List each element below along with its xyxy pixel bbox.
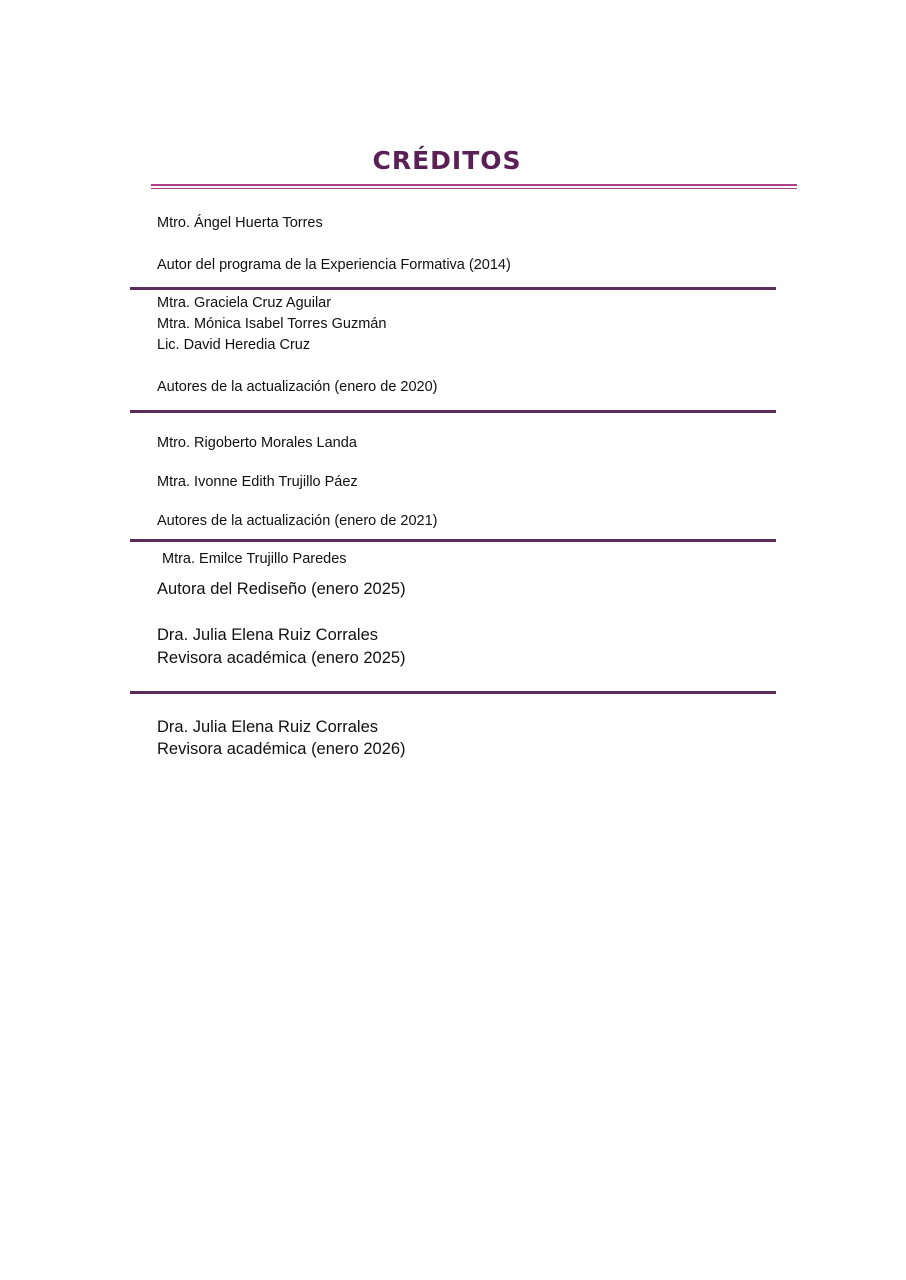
credit-role: Autores de la actualización (enero de 2021)	[157, 513, 438, 529]
reviewer-role: Revisora académica (enero 2025)	[157, 649, 406, 667]
section-divider	[130, 539, 776, 542]
credit-name: Mtro. Rigoberto Morales Landa	[157, 435, 357, 451]
reviewer-name: Dra. Julia Elena Ruiz Corrales	[157, 626, 379, 644]
credit-role: Autores de la actualización (enero de 2020)	[157, 379, 438, 395]
credit-name: Lic. David Heredia Cruz	[157, 337, 311, 353]
section-divider	[130, 287, 776, 290]
credit-name: Mtra. Emilce Trujillo Paredes	[162, 551, 347, 567]
title-double-rule	[151, 184, 797, 189]
reviewer-role: Revisora académica (enero 2026)	[157, 740, 406, 758]
section-divider	[130, 410, 776, 413]
credit-role: Autor del programa de la Experiencia Formativa (2014)	[157, 257, 511, 273]
reviewer-name: Dra. Julia Elena Ruiz Corrales	[157, 718, 379, 736]
page-title: CRÉDITOS	[372, 146, 522, 175]
section-divider	[130, 691, 776, 694]
credit-name: Mtro. Ángel Huerta Torres	[157, 215, 323, 231]
credit-name: Mtra. Graciela Cruz Aguilar	[157, 295, 332, 311]
credit-role: Autora del Rediseño (enero 2025)	[157, 580, 406, 598]
credit-name: Mtra. Mónica Isabel Torres Guzmán	[157, 316, 387, 332]
credit-name: Mtra. Ivonne Edith Trujillo Páez	[157, 474, 358, 490]
